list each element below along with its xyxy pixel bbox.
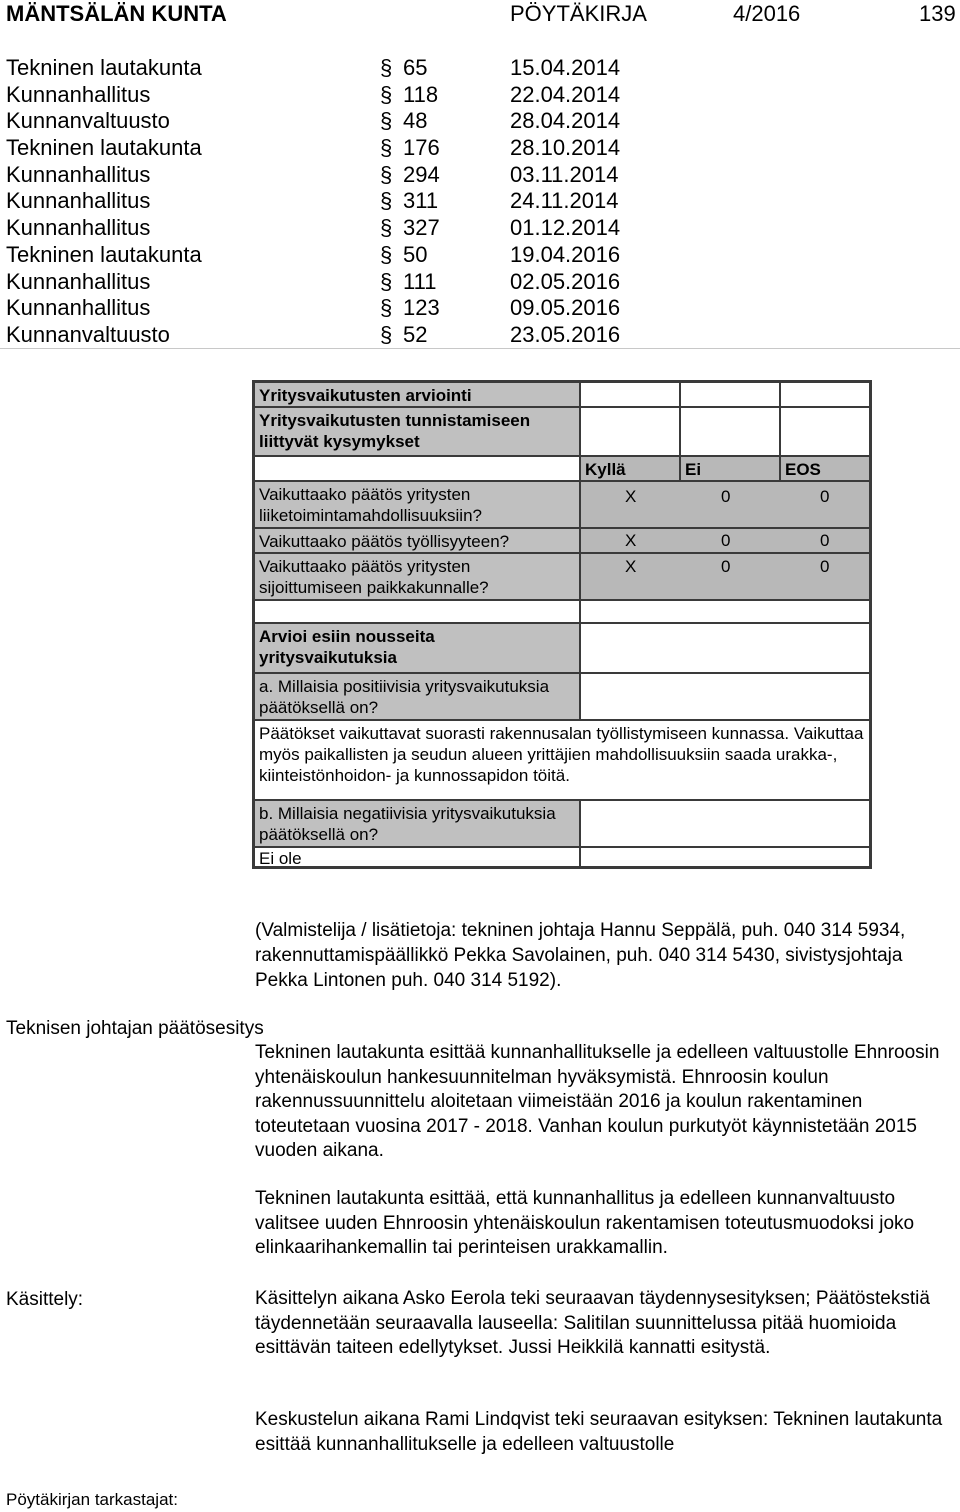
handling-paragraph-2: Keskustelun aikana Rami Lindqvist teki seuraavan esityksen: Tekninen lautakunta esittää kunnanhallitukselle ja edelleen valtuustolle bbox=[255, 1409, 943, 1455]
empty-cell bbox=[580, 847, 870, 867]
section-sign: § bbox=[380, 135, 393, 161]
section-sign: § bbox=[380, 108, 393, 134]
municipality-name: MÄNTSÄLÄN KUNTA bbox=[6, 1, 227, 26]
section-divider bbox=[0, 348, 960, 349]
history-date: 01.12.2014 bbox=[510, 215, 621, 241]
page-header bbox=[0, 0, 960, 30]
history-body: Kunnanhallitus bbox=[6, 215, 151, 241]
history-date: 28.04.2014 bbox=[510, 108, 621, 134]
empty-cell bbox=[580, 407, 680, 456]
document-number: 4/2016 bbox=[733, 1, 801, 26]
question-business-location: Vaikuttaako päätös yritysten sijoittumiseen paikkakunnalle? bbox=[254, 553, 580, 600]
answer-no: 0 bbox=[721, 531, 731, 550]
empty-cell bbox=[580, 382, 680, 407]
history-body: Kunnanhallitus bbox=[6, 81, 151, 107]
history-number: 327 bbox=[403, 215, 440, 241]
negative-impacts-question: b. Millaisia negatiivisia yritysvaikutuksia päätöksellä on? bbox=[254, 800, 580, 847]
positive-impacts-question: a. Millaisia positiivisia yritysvaikutuksia päätöksellä on? bbox=[254, 673, 580, 720]
empty-cell bbox=[580, 800, 870, 847]
history-body: Kunnanvaltuusto bbox=[6, 108, 170, 134]
history-number: 50 bbox=[403, 241, 428, 267]
proposal-paragraph-2: Tekninen lautakunta esittää, että kunnanhallitus ja edelleen kunnanvaltuusto valitsee uuden Ehnroosin yhtenäiskoulun rakentamisen toteutusmuodoksi joko elinkaarihankemallin tai perinteisen urakkamallin. bbox=[255, 1188, 915, 1258]
answer-eos: 0 bbox=[820, 531, 830, 550]
history-row bbox=[0, 108, 960, 135]
history-date: 03.11.2014 bbox=[510, 161, 619, 187]
page-number: 139 bbox=[919, 1, 956, 26]
history-date: 28.10.2014 bbox=[510, 135, 621, 161]
history-number: 176 bbox=[403, 135, 440, 161]
handling-paragraph-1: Käsittelyn aikana Asko Eerola teki seuraavan täydennysesityksen; Päätöstekstiä täydennetään seuraavalla lauseella: Salitilan suunnittelussa pitää huomioida esittävän taiteen edellytykset. Jussi Heikkilä kannatti esitystä. bbox=[255, 1288, 930, 1358]
history-number: 118 bbox=[403, 81, 439, 107]
history-row bbox=[0, 295, 960, 322]
answer-no: 0 bbox=[721, 557, 731, 576]
empty-cell bbox=[254, 600, 580, 623]
assessment-title: Yritysvaikutusten arviointi bbox=[254, 382, 580, 407]
answer-eos: 0 bbox=[820, 487, 830, 506]
history-row bbox=[0, 55, 960, 82]
column-header-no: Ei bbox=[680, 456, 780, 481]
history-row bbox=[0, 242, 960, 269]
section-sign: § bbox=[380, 268, 393, 294]
answer-yes: X bbox=[625, 557, 637, 576]
history-date: 22.04.2014 bbox=[510, 81, 621, 107]
empty-cell bbox=[580, 673, 870, 720]
handling-label: Käsittely: bbox=[6, 1289, 84, 1310]
history-number: 123 bbox=[403, 295, 440, 321]
proposal-label: Teknisen johtajan päätösesitys bbox=[6, 1018, 264, 1039]
section-sign: § bbox=[380, 55, 393, 80]
history-date: 15.04.2014 bbox=[510, 55, 621, 80]
positive-impacts-answer: Päätökset vaikuttavat suorasti rakennusalan työllistymiseen kunnassa. Vaikuttaa myös paikallisten ja seudun alueen yrittäjien mahdollisuuksiin saada urakka-, kiinteistönhoidon- ja kunnossapidon töitä. bbox=[254, 720, 870, 800]
evaluation-heading: Arvioi esiin nousseita yritysvaikutuksia bbox=[254, 623, 580, 673]
empty-cell bbox=[780, 382, 870, 407]
history-date: 19.04.2016 bbox=[510, 241, 621, 267]
negative-impacts-answer: Ei ole bbox=[254, 847, 580, 867]
answer-yes: X bbox=[625, 531, 637, 550]
history-number: 111 bbox=[403, 268, 437, 294]
business-impact-assessment bbox=[252, 380, 872, 869]
column-header-yes: Kyllä bbox=[580, 456, 680, 481]
history-date: 09.05.2016 bbox=[510, 295, 621, 321]
history-body: Kunnanhallitus bbox=[6, 161, 151, 187]
history-row bbox=[0, 322, 960, 349]
empty-cell bbox=[580, 623, 870, 673]
history-date: 02.05.2016 bbox=[510, 268, 621, 294]
question-employment: Vaikuttaako päätös työllisyyteen? bbox=[254, 528, 580, 553]
answer-no: 0 bbox=[721, 487, 731, 506]
history-row bbox=[0, 162, 960, 189]
history-row bbox=[0, 269, 960, 296]
history-row bbox=[0, 215, 960, 242]
empty-cell bbox=[580, 600, 870, 623]
history-date: 24.11.2014 bbox=[510, 188, 619, 214]
column-header-eos: EOS bbox=[780, 456, 870, 481]
section-sign: § bbox=[380, 215, 393, 241]
section-sign: § bbox=[380, 321, 393, 347]
answer-eos: 0 bbox=[820, 557, 830, 576]
history-number: 65 bbox=[403, 55, 428, 80]
section-sign: § bbox=[380, 241, 393, 267]
empty-cell bbox=[254, 456, 580, 481]
history-row bbox=[0, 188, 960, 215]
history-row bbox=[0, 82, 960, 109]
processing-history bbox=[0, 55, 960, 349]
history-body: Tekninen lautakunta bbox=[6, 135, 202, 161]
proposal-paragraph-1: Tekninen lautakunta esittää kunnanhallitukselle ja edelleen valtuustolle Ehnroosin yhtenäiskoulun hankesuunnitelman hyväksymistä. Ehnroosin koulun rakennussuunnittelu aloitetaan viimeistään 2016 ja koulun rakentaminen toteutetaan vuosina 2017 - 2018. Vanhan koulun purkutyöt käynnistetään 2015 vuoden aikana. bbox=[255, 1042, 940, 1161]
history-number: 48 bbox=[403, 108, 428, 134]
question-business-opportunities: Vaikuttaako päätös yritysten liiketoimintamahdollisuuksiin? bbox=[254, 481, 580, 528]
history-number: 294 bbox=[403, 161, 440, 187]
minutes-checkers-label: Pöytäkirjan tarkastajat: bbox=[6, 1490, 178, 1509]
empty-cell bbox=[780, 407, 870, 456]
section-sign: § bbox=[380, 295, 393, 321]
history-body: Tekninen lautakunta bbox=[6, 55, 202, 80]
history-body: Kunnanhallitus bbox=[6, 295, 151, 321]
history-body: Kunnanhallitus bbox=[6, 268, 151, 294]
document-type: PÖYTÄKIRJA bbox=[510, 1, 647, 26]
section-sign: § bbox=[380, 161, 393, 187]
history-number: 52 bbox=[403, 321, 428, 347]
section-sign: § bbox=[380, 81, 393, 107]
history-body: Tekninen lautakunta bbox=[6, 241, 202, 267]
history-date: 23.05.2016 bbox=[510, 321, 621, 347]
history-row bbox=[0, 135, 960, 162]
preparer-info: (Valmistelija / lisätietoja: tekninen johtaja Hannu Seppälä, puh. 040 314 5934, rakennuttamispäällikkö Pekka Savolainen, puh. 040 314 5430, sivistysjohtaja Pekka Lintonen puh. 040 314 5192). bbox=[255, 920, 906, 991]
answer-yes: X bbox=[625, 487, 637, 506]
empty-cell bbox=[680, 382, 780, 407]
assessment-subtitle: Yritysvaikutusten tunnistamiseen liittyvät kysymykset bbox=[254, 407, 580, 456]
history-body: Kunnanhallitus bbox=[6, 188, 151, 214]
empty-cell bbox=[680, 407, 780, 456]
history-body: Kunnanvaltuusto bbox=[6, 321, 170, 347]
section-sign: § bbox=[380, 188, 393, 214]
history-number: 311 bbox=[403, 188, 439, 214]
